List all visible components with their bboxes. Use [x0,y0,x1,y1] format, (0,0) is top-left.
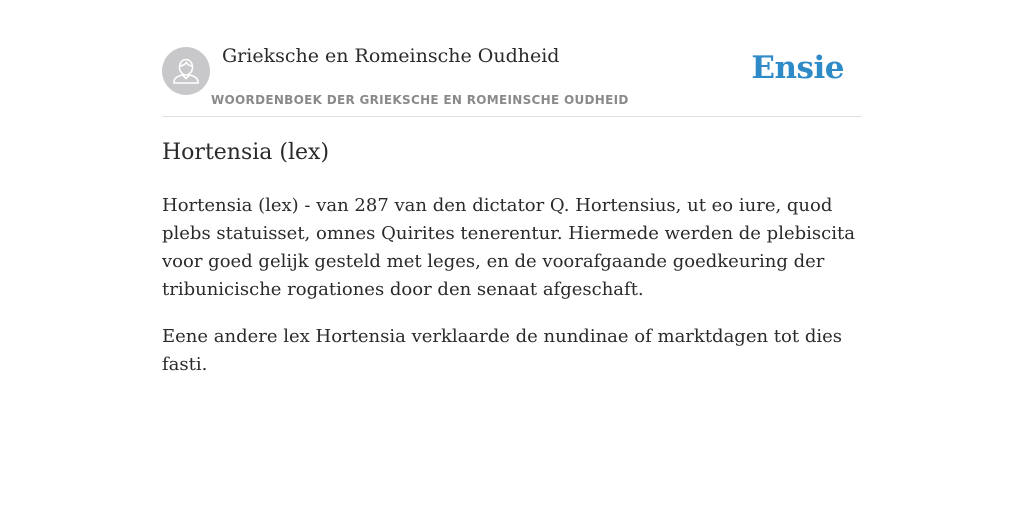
page-container [162,0,862,375]
entry-paragraph: Hortensia (lex) - van 287 van den dictator Q. Hortensius, ut eo iure, quod plebs statuisset, omnes Quirites tenerentur. Hiermede werden de plebiscita voor goed gelijk gesteld met leges, en de voorafgaande goedkeuring der tribunicische rogationes door den senaat afgeschaft. [162,195,855,300]
entry-body [162,192,862,398]
user-avatar-icon[interactable] [162,47,210,95]
ensie-logo[interactable]: Ensie [751,50,844,86]
entry-title: Hortensia (lex) [162,140,330,165]
entry-paragraph: Eene andere lex Hortensia verklaarde de nundinae of marktdagen tot dies fasti. [162,326,842,375]
source-subtitle: WOORDENBOEK DER GRIEKSCHE EN ROMEINSCHE OUDHEID [211,93,629,107]
entry-header [162,0,862,117]
source-title[interactable]: Grieksche en Romeinsche Oudheid [222,45,560,67]
